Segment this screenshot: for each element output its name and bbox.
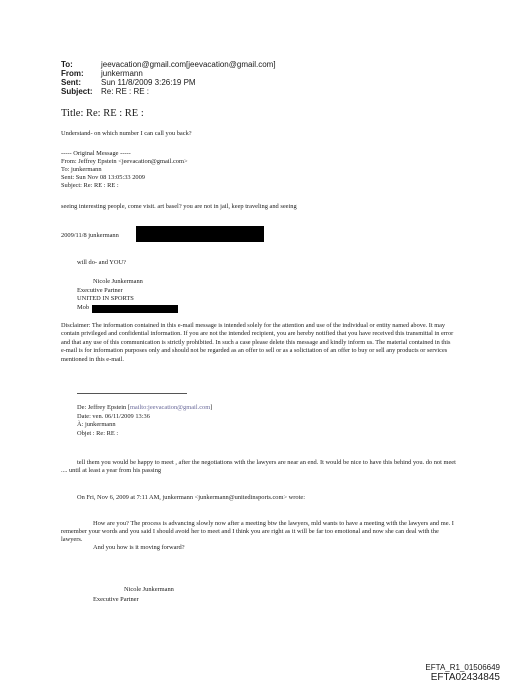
- french-de: [77, 404, 212, 412]
- epstein-message-2: tell them you would be happy to meet , after the negotiations with the lawyers are near an end. It would be nice to have this behind you. do not meet .... until at least a year from his passing: [61, 459, 456, 474]
- sent-value: Sun 11/8/2009 3:26:19 PM: [101, 78, 196, 87]
- redaction-bar-mobile: [92, 305, 178, 313]
- quote-header: 2009/11/8 junkermann: [61, 232, 119, 239]
- subject-label: Subject:: [61, 87, 93, 96]
- original-divider: ----- Original Message -----: [61, 150, 131, 157]
- to-value: jeevacation@gmail.com[jeevacation@gmail.com]: [101, 60, 276, 69]
- french-subject: Objet : Re: RE :: [77, 430, 119, 437]
- email-header: [61, 60, 361, 100]
- reply-message: Understand- on which number I can call you back?: [61, 130, 192, 137]
- french-de-suffix: ]: [210, 404, 213, 411]
- disclaimer-text: Disclaimer: The information contained in this e-mail message is intended solely for the attention and use of the individual or entity named above. It may contain privileged and confidential information. If you are not the intended recipient, you are hereby notified that you have received this transmittal in error and that any use of this communication is strictly prohibited. In such a case please delete this message and kindly inform us. The material contained in this e-mail is for information purposes only and should not be regarded as an offer to sell or as a solicitation of an offer to buy or sell any products or services mentioned in this e-mail.: [61, 322, 454, 363]
- subject-value: Re: RE : RE :: [101, 87, 150, 96]
- nicole-message-end: And you how is it moving forward?: [93, 544, 185, 551]
- original-from: From: Jeffrey Epstein <jeevacation@gmail.com>: [61, 158, 188, 165]
- email-title: Title: Re: RE : RE :: [61, 108, 144, 119]
- french-date: Date: ven. 06/11/2009 13:36: [77, 413, 150, 420]
- nicole-message: How are you? The process is advancing slowly now after a meeting btw the lawyers, mld wants to have a meeting with the lawyers and me. I remember your words and you said I should avoid her to meet and I think you are right as it will be far too emotional and now she can deal with the lawyers.: [61, 520, 454, 543]
- sent-label: Sent:: [61, 78, 81, 87]
- signature2-title: Executive Partner: [93, 596, 139, 603]
- redaction-bar: [136, 226, 264, 242]
- signature2-name: Nicole Junkermann: [124, 586, 174, 593]
- french-recipient: À: junkermann: [77, 421, 116, 428]
- efta-stamp-large: EFTA02434845: [430, 672, 500, 683]
- french-de-prefix: De: Jeffrey Epstein [: [77, 404, 130, 411]
- to-label: To:: [61, 60, 73, 69]
- from-value: junkermann: [101, 69, 143, 78]
- original-to: To: junkermann: [61, 166, 102, 173]
- signature-mobile: Mob: [77, 304, 90, 311]
- original-subject: Subject: Re: RE : RE :: [61, 182, 119, 189]
- signature-name: Nicole Junkermann: [93, 278, 143, 285]
- from-label: From:: [61, 69, 84, 78]
- original-sent: Sent: Sun Nov 08 13:05:33 2009: [61, 174, 145, 181]
- will-do-message: will do- and YOU?: [77, 259, 126, 266]
- signature-title: Executive Partner: [77, 287, 123, 294]
- efta-stamp-small: EFTA_R1_01506649: [425, 663, 500, 672]
- on-date-line: On Fri, Nov 6, 2009 at 7:11 AM, junkermann <junkermann@unitedinsports.com> wrote:: [77, 494, 305, 501]
- separator-line: [77, 393, 187, 394]
- mailto-link[interactable]: mailto:jeevacation@gmail.com: [129, 404, 211, 411]
- signature-company: UNITED IN SPORTS: [77, 295, 134, 302]
- epstein-message: seeing interesting people, come visit. art basel? you are not in jail, keep traveling and seeing: [61, 203, 297, 210]
